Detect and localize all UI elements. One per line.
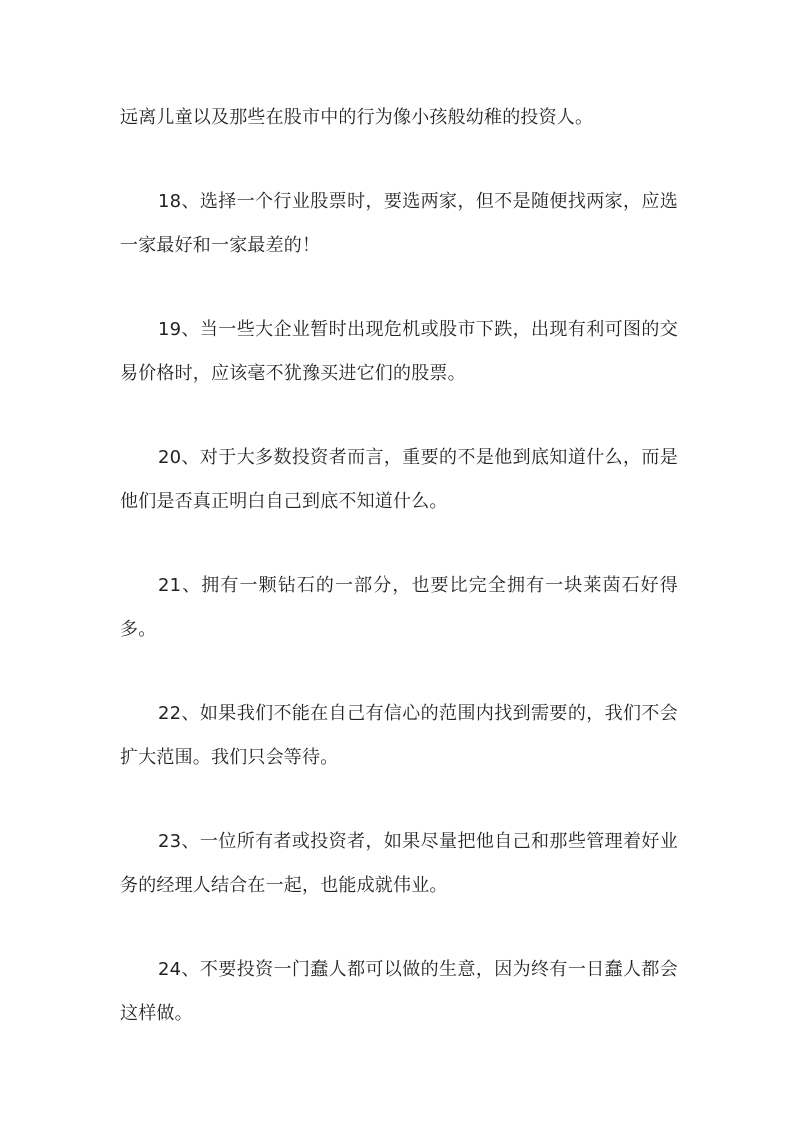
paragraph-continuation: 远离儿童以及那些在股市中的行为像小孩般幼稚的投资人。 xyxy=(120,107,594,128)
paragraph-item-24: 24、不要投资一门蠢人都可以做的生意，因为终有一日蠢人都会这样做。 xyxy=(120,959,678,1024)
paragraph-item-19: 19、当一些大企业暂时出现危机或股市下跌，出现有利可图的交易价格时，应该毫不犹豫买进它们的股票。 xyxy=(120,319,678,384)
paragraph-item-20: 20、对于大多数投资者而言，重要的不是他到底知道什么，而是他们是否真正明白自己到底不知道什么。 xyxy=(120,447,678,512)
document-body xyxy=(120,96,678,1076)
paragraph-item-23: 23、一位所有者或投资者，如果尽量把他自己和那些管理着好业务的经理人结合在一起，也能成就伟业。 xyxy=(120,831,678,896)
paragraph-item-22: 22、如果我们不能在自己有信心的范围内找到需要的，我们不会扩大范围。我们只会等待。 xyxy=(120,703,678,768)
paragraph-item-21: 21、拥有一颗钻石的一部分，也要比完全拥有一块莱茵石好得多。 xyxy=(120,575,678,640)
paragraph-item-18: 18、选择一个行业股票时，要选两家，但不是随便找两家，应选一家最好和一家最差的！ xyxy=(120,191,678,256)
